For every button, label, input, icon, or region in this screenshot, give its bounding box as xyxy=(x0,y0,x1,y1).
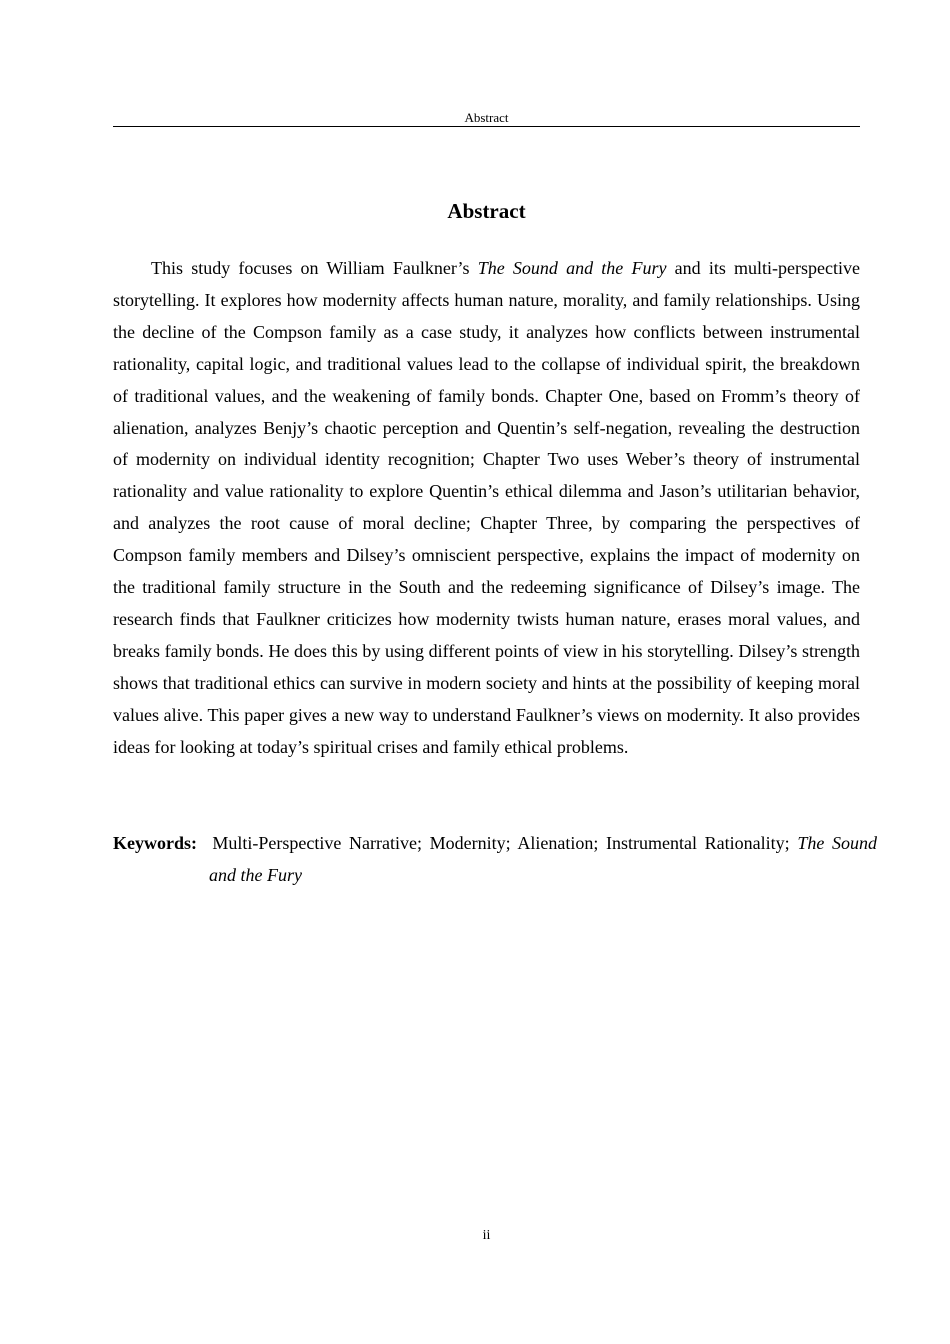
keywords-list: Multi-Perspective Narrative; Modernity; Alienation; Instrumental Rationality; xyxy=(212,833,798,853)
keywords-book-title: The Sound and the Fury xyxy=(209,833,878,885)
header-divider xyxy=(113,126,860,127)
page-number: ii xyxy=(482,1228,491,1243)
running-header: Abstract xyxy=(464,110,509,125)
page-title: Abstract xyxy=(447,199,526,223)
abstract-book-title: The Sound and the Fury xyxy=(477,258,667,278)
keywords-label: Keywords: xyxy=(113,833,197,853)
abstract-body-text: and its multi-perspective storytelling. It explores how modernity affects human nature, morality, and family relationships. Using the decline of the Compson family as a case study, it analyzes how conflicts between instrumental rationality, capital logic, and traditional values lead to the collapse of individual spirit, the breakdown of traditional values, and the weakening of family bonds. Chapter One, based on Fromm’s theory of alienation, analyzes Benjy’s chaotic perception and Quentin’s self-negation, revealing the destruction of modernity on individual identity recognition; Chapter Two uses Weber’s theory of instrumental rationality and value rationality to explore Quentin’s ethical dilemma and Jason’s utilitarian behavior, and analyzes the root cause of moral decline; Chapter Three, by comparing the perspectives of Compson family members and Dilsey’s omniscient perspective, explains the impact of modernity on the traditional family structure in the South and the redeeming significance of Dilsey’s image. The research finds that Faulkner criticizes how modernity twists human nature, erases moral values, and breaks family bonds. He does this by using different points of view in his storytelling. Dilsey’s strength shows that traditional ethics can survive in modern society and hints at the possibility of keeping moral values alive. This paper gives a new way to understand Faulkner’s views on modernity. It also provides ideas for looking at today’s spiritual crises and family ethical problems. xyxy=(113,258,861,757)
abstract-paragraph xyxy=(113,253,860,764)
keywords-block xyxy=(113,827,877,891)
abstract-intro: This study focuses on William Faulkner’s xyxy=(151,258,478,278)
